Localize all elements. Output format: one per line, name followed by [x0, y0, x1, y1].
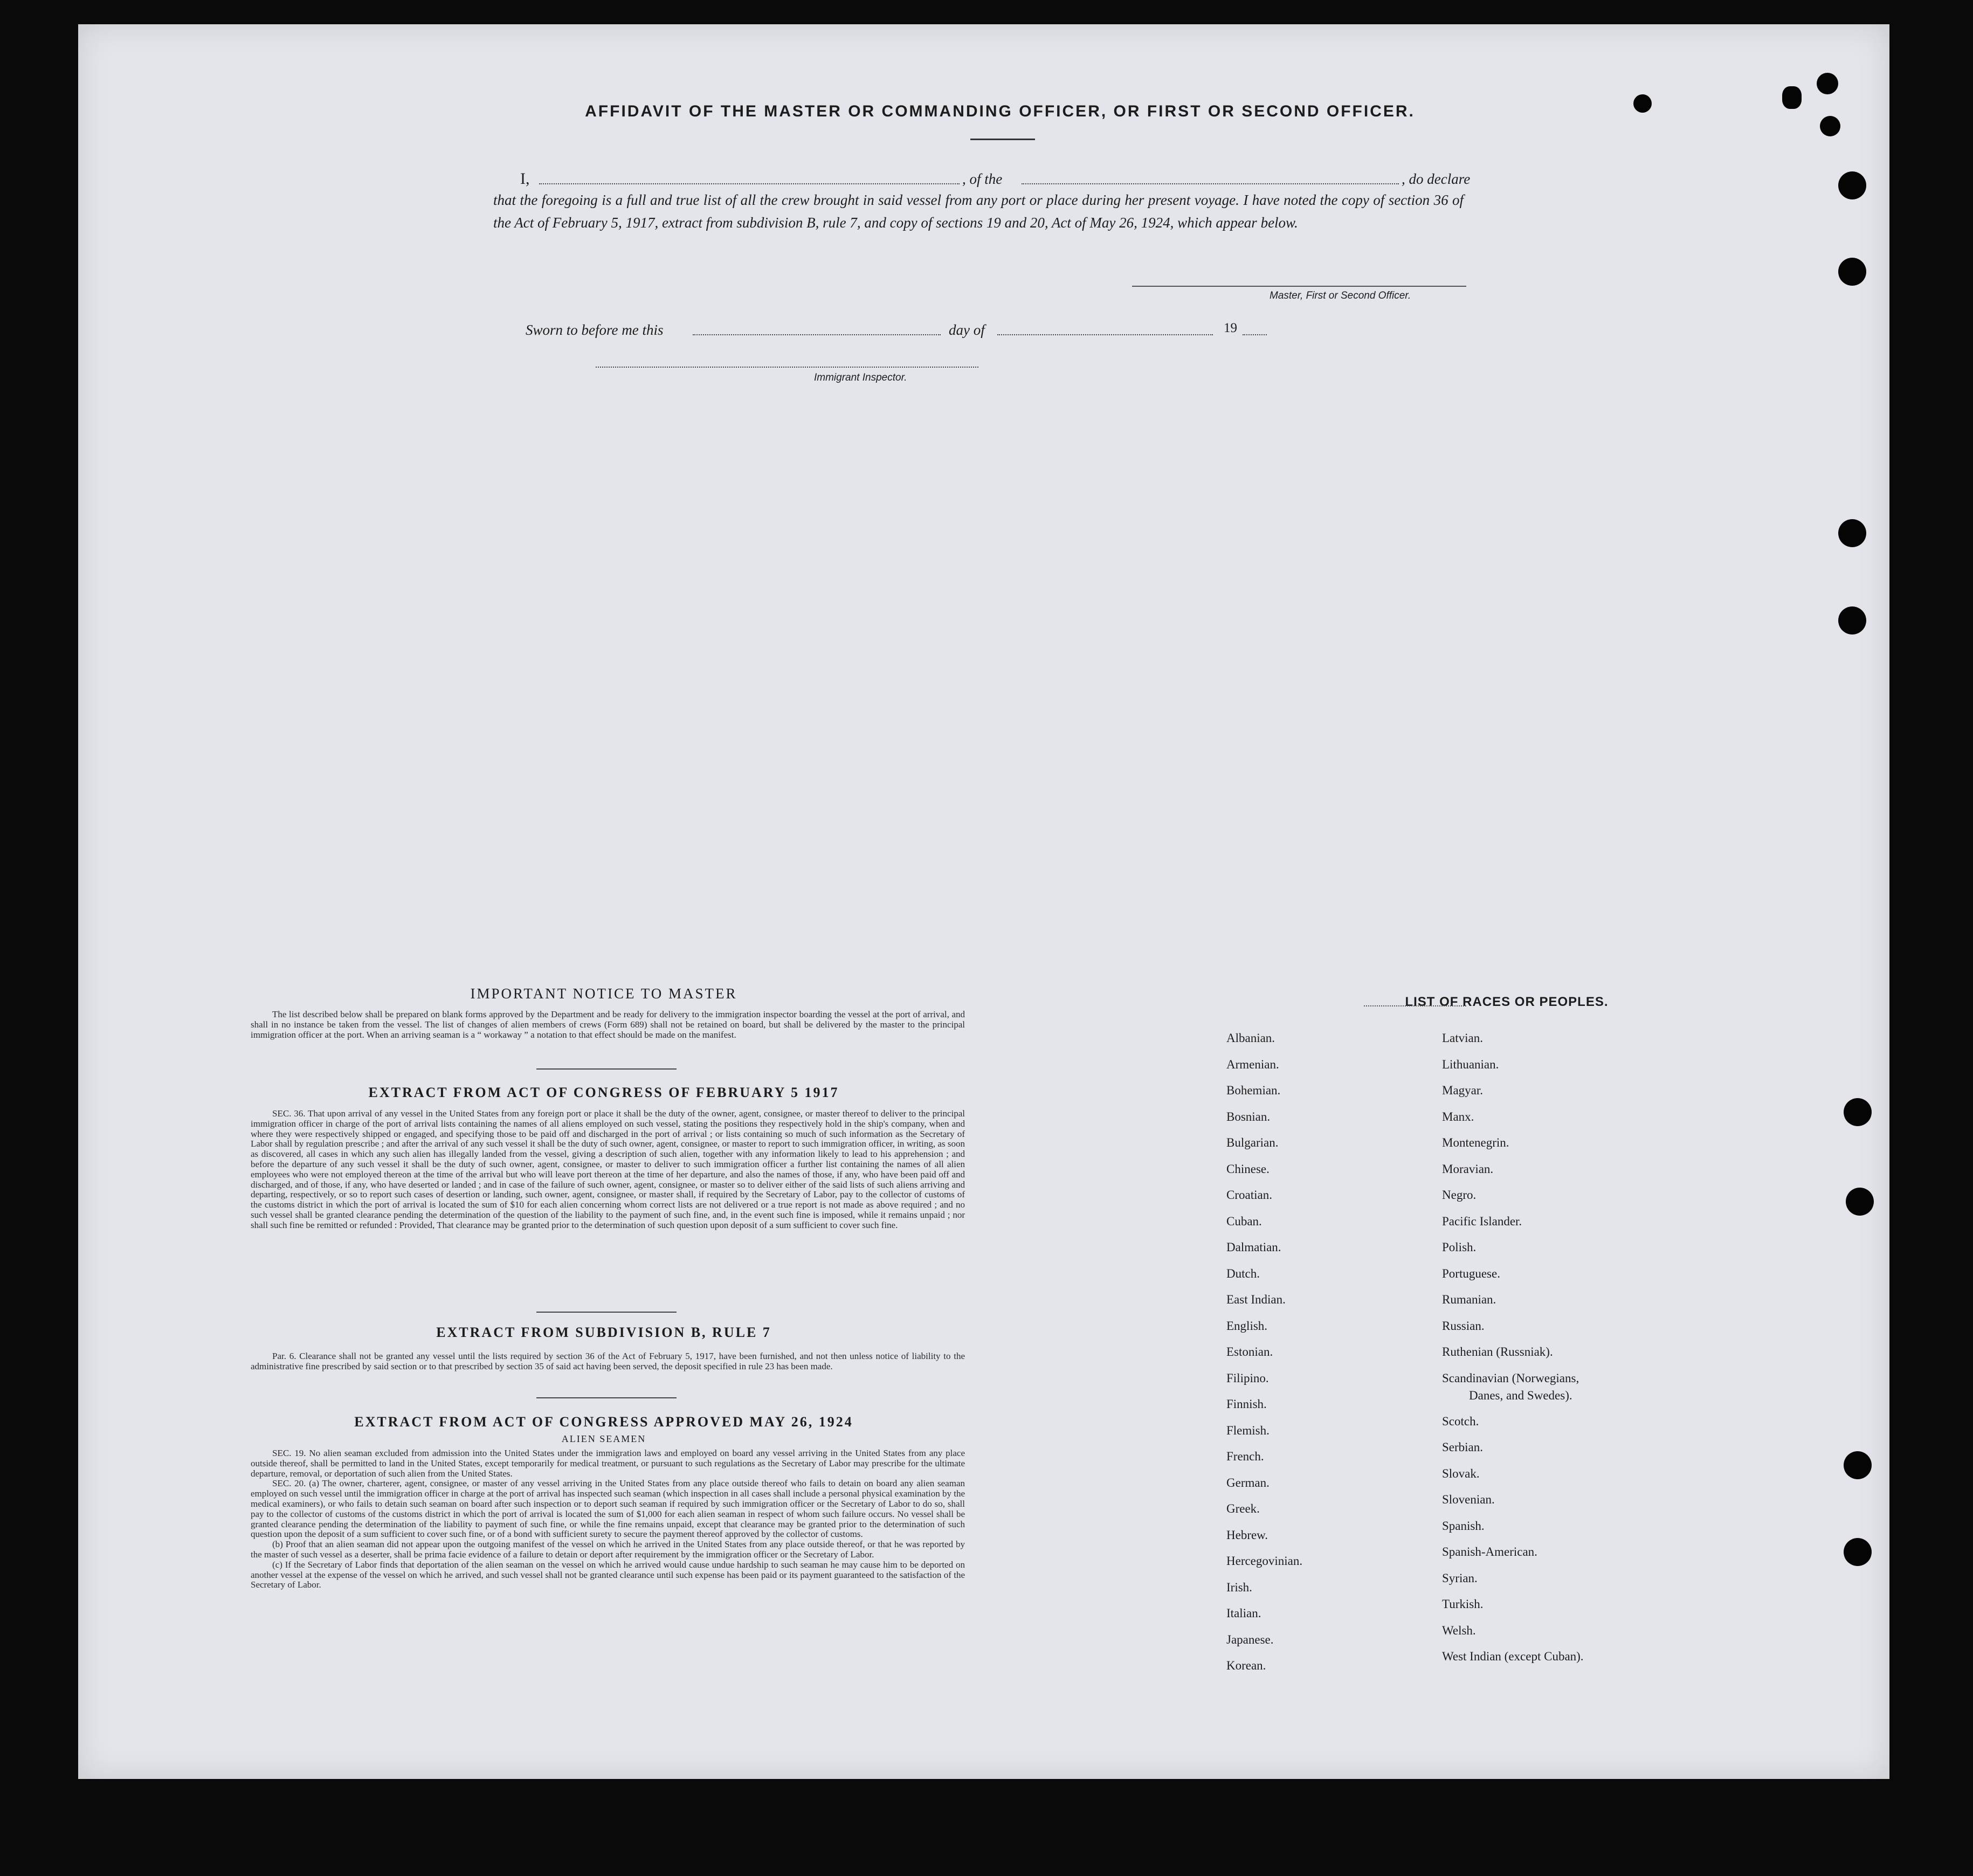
affidavit-title: AFFIDAVIT OF THE MASTER OR COMMANDING OFFICER, OR FIRST OR SECOND OFFICER. [585, 102, 1415, 120]
declarant-label: I, [520, 170, 530, 188]
race-entry: Albanian. [1226, 1031, 1275, 1045]
section-divider [536, 1312, 677, 1313]
race-entry: Manx. [1442, 1109, 1474, 1123]
inspector-caption: Immigrant Inspector. [814, 372, 907, 383]
race-entry: Croatian. [1226, 1188, 1272, 1202]
race-entry: Scotch. [1442, 1414, 1479, 1428]
race-entry: Bosnian. [1226, 1109, 1271, 1123]
punch-hole [1844, 1451, 1872, 1479]
declarant-name-blank[interactable] [539, 183, 960, 184]
race-entry: Syrian. [1442, 1571, 1478, 1585]
race-entry: Spanish. [1442, 1519, 1485, 1533]
race-entry: Bulgarian. [1226, 1136, 1279, 1149]
race-entry: Polish. [1442, 1240, 1477, 1254]
race-entry: Irish. [1226, 1580, 1252, 1594]
subdivision-b-title: EXTRACT FROM SUBDIVISION B, RULE 7 [436, 1325, 771, 1340]
punch-hole [1846, 1188, 1874, 1216]
race-entry: Portuguese. [1442, 1266, 1500, 1280]
race-entry: Danes, and Swedes). [1469, 1388, 1572, 1402]
sec19-paragraph: SEC. 19. No alien seaman excluded from admission into the United States under the immigration laws and employed on board any vessel arriving in the United States from any place outside thereof, shall be permitted to land in the United States, except temporarily for medical treatment, or pursuant to such regulations as the Secretary of Labor may prescribe for the ultimate departure, removal, or deportation of such alien from the United States. [251, 1448, 965, 1479]
race-entry: Slovak. [1442, 1466, 1480, 1480]
affidavit-statement: that the foregoing is a full and true list of all the crew brought in said vessel from any port or place during her present voyage. I have noted the copy of section 36 of the Act of February 5, 1917, extract from subdivision B, rule 7, and copy of sections 19 and 20, Act of May 26, 1924, which appear below. [493, 192, 1464, 231]
race-entry: Hercegovinian. [1226, 1554, 1303, 1568]
sec36-paragraph: SEC. 36. That upon arrival of any vessel in the United States from any foreign port or place it shall be the duty of the owner, agent, consignee, or master thereof to deliver to the principal immigration officer in charge of the port of arrival lists containing the names of all aliens employed on such vessel, stating the positions they respectively hold in the ship's company, when and where they were respectively shipped or engaged, and specifying those to be paid off and discharged in the port of arrival ; or lists containing so much of such information as the Secretary of Labor shall by regulation prescribe ; and after the arrival of any such vessel it shall be the duty of such owner, agent, consignee, or master to report to such immigration officer, in writing, as soon as discovered, all cases in which any such alien has illegally landed from the vessel, giving a description of such alien, together with any information likely to lead to his apprehension ; and before the departure of any such vessel it shall be the duty of such owner, agent, consignee, or master to deliver to such immigration officer a further list containing the names of all alien employees who were not employed thereon at the time of the arrival but who will leave port thereon at the time of her departure, and also the names of those, if any, who have been paid off and discharged, and of those, if any, who have deserted or landed ; and in case of the failure of such owner, agent, consignee, or master so to deliver either of the said lists of such aliens arriving and departing, respectively, or so to report such cases of desertion or landing, such owner, agent, consignee, or master shall, if required by the Secretary of Labor, pay to the collector of customs of the customs district in which the port of arrival is located the sum of $10 for each alien concerning whom correct lists are not delivered or a true report is not made as above required ; and no such vessel shall be granted clearance pending the determination of the question of the liability to the payment of such fine, and, in the event such fine is imposed, while it remains unpaid ; nor shall such fine be remitted or refunded : Provided, That clearance may be granted prior to the determination of such question upon deposit of a sum sufficient to cover such fine. [251, 1108, 965, 1230]
race-entry: Moravian. [1442, 1162, 1494, 1176]
race-entry: Spanish-American. [1442, 1545, 1537, 1559]
race-entry: German. [1226, 1475, 1270, 1489]
race-entry: Dutch. [1226, 1266, 1260, 1280]
race-entry: Latvian. [1442, 1031, 1483, 1045]
punch-hole [1838, 171, 1866, 199]
sworn-month-blank[interactable] [997, 334, 1213, 335]
punch-hole [1838, 519, 1866, 547]
sec20c-paragraph: (c) If the Secretary of Labor finds that deportation of the alien seaman on the vessel on which he arrived would cause undue hardship to such seaman he may cause him to be deported on another vessel at the expense of the vessel on which he arrived, and such vessel shall not be granted clearance until such expense has been paid or its payment guaranteed to the satisfaction of the Secretary of Labor. [251, 1559, 965, 1590]
do-declare-label: , do declare [1402, 171, 1471, 187]
race-entry: Korean. [1226, 1659, 1266, 1672]
master-signature-line[interactable] [1132, 286, 1466, 287]
punch-hole [1838, 258, 1866, 286]
sec20a-paragraph: SEC. 20. (a) The owner, charterer, agent, consignee, or master of any vessel arriving in the United States from any place outside thereof who fails to detain on board any alien seaman employed on such vessel until the immigration officer in charge at the port of arrival has inspected such seaman (which inspection in all cases shall include a personal physical examination by the medical examiners), or who fails to detain such seaman on board after such inspection or to deport such seaman if required by such immigration officer or the Secretary of Labor to do so, shall pay to the collector of customs of the customs district in which the port of arrival is located the sum of $1,000 for each alien seaman in respect of whom such failure occurs. No vessel shall be granted clearance pending the determination of the liability to payment of such fine, or while the fine remains unpaid, except that clearance may be granted prior to the determination of such question upon the deposit of a sum sufficient to cover such fine, or of a bond with sufficient surety to secure the payment thereof approved by the collector of customs. [251, 1478, 965, 1540]
race-entry: Italian. [1226, 1606, 1261, 1620]
race-entry: Japanese. [1226, 1632, 1274, 1646]
notice-body [251, 1010, 965, 1040]
race-entry: Bohemian. [1226, 1084, 1281, 1097]
sworn-year-blank[interactable] [1243, 334, 1267, 335]
race-entry: Armenian. [1226, 1057, 1279, 1071]
race-entry: Estonian. [1226, 1345, 1273, 1358]
punch-hole [1820, 116, 1840, 136]
race-entry: Welsh. [1442, 1623, 1476, 1637]
sworn-label: Sworn to before me this [526, 322, 664, 338]
punch-hole [1844, 1538, 1872, 1566]
race-entry: Slovenian. [1442, 1493, 1495, 1507]
race-entry: Cuban. [1226, 1214, 1262, 1228]
of-the-label: , of the [962, 171, 1003, 187]
race-entry: Hebrew. [1226, 1528, 1268, 1542]
section-divider [536, 1397, 677, 1398]
punch-hole [1844, 1098, 1872, 1126]
race-entry: Chinese. [1226, 1162, 1270, 1176]
races-title: LIST OF RACES OR PEOPLES. [1405, 995, 1609, 1009]
punch-hole [1633, 94, 1652, 113]
notice-title: IMPORTANT NOTICE TO MASTER [470, 985, 737, 1002]
vessel-name-blank[interactable] [1022, 183, 1399, 184]
race-entry: Finnish. [1226, 1397, 1267, 1411]
race-entry: Rumanian. [1442, 1293, 1496, 1306]
race-entry: Magyar. [1442, 1084, 1484, 1097]
race-entry: Lithuanian. [1442, 1057, 1499, 1071]
document-sheet [78, 24, 1889, 1779]
punch-hole [1782, 86, 1802, 109]
race-entry: English. [1226, 1319, 1268, 1333]
race-entry: Scandinavian (Norwegians, [1442, 1371, 1579, 1385]
title-underline [970, 139, 1035, 140]
year-prefix: 19 [1224, 321, 1237, 335]
race-entry: French. [1226, 1450, 1264, 1463]
punch-hole [1838, 606, 1866, 634]
sec20b-paragraph: (b) Proof that an alien seaman did not appear upon the outgoing manifest of the vessel on which he arrived in the United States from any place outside thereof, or that he was reported by the master of such vessel as a deserter, shall be prima facie evidence of a failure to detain or deport after requirement by the immigration officer or the Secretary of Labor. [251, 1539, 965, 1560]
race-entry: Dalmatian. [1226, 1240, 1281, 1254]
sworn-day-blank[interactable] [693, 334, 941, 335]
race-entry: West Indian (except Cuban). [1442, 1650, 1584, 1664]
section-divider [536, 1068, 677, 1070]
race-entry: Serbian. [1442, 1440, 1484, 1454]
race-entry: Pacific Islander. [1442, 1214, 1522, 1228]
race-entry: East Indian. [1226, 1293, 1286, 1306]
race-entry: Greek. [1226, 1502, 1260, 1515]
race-entry: Montenegrin. [1442, 1136, 1509, 1149]
race-entry: Russian. [1442, 1319, 1485, 1333]
races-title-underline [1364, 1005, 1466, 1006]
notice-paragraph: The list described below shall be prepared on blank forms approved by the Department and be ready for delivery to the immigration inspector boarding the vessel at the port of arrival, and shall in no instance be taken from the vessel. The list of changes of alien members of crews (Form 689) shall not be retained on board, but shall be delivered by the master to the principal immigration officer at the port. When an arriving seaman is a “ workaway ” a notation to that effect should be made on the manifest. [251, 1009, 965, 1040]
extract-1924-title: EXTRACT FROM ACT OF CONGRESS APPROVED MAY 26, 1924 [354, 1414, 853, 1430]
race-entry: Flemish. [1226, 1423, 1270, 1437]
subdivision-b-body [251, 1351, 965, 1372]
race-entry: Negro. [1442, 1188, 1477, 1202]
race-entry: Filipino. [1226, 1371, 1269, 1385]
extract-1917-body [251, 1109, 965, 1231]
race-entry: Turkish. [1442, 1597, 1484, 1611]
inspector-signature-line[interactable] [596, 367, 978, 368]
master-signature-caption: Master, First or Second Officer. [1270, 290, 1411, 301]
par6-paragraph: Par. 6. Clearance shall not be granted any vessel until the lists required by section 36 of the Act of February 5, 1917, have been furnished, and not then unless notice of liability to the administrative fine prescribed by said section or to that prescribed by section 35 of said act having been served, the deposit specified in rule 23 has been made. [251, 1351, 965, 1371]
race-entry: Ruthenian (Russniak). [1442, 1345, 1553, 1358]
extract-1924-body [251, 1449, 965, 1590]
alien-seamen-subtitle: ALIEN SEAMEN [561, 1433, 646, 1444]
extract-1917-title: EXTRACT FROM ACT OF CONGRESS OF FEBRUARY 5 1917 [368, 1085, 839, 1100]
day-of-label: day of [949, 322, 985, 338]
punch-hole [1817, 73, 1838, 94]
